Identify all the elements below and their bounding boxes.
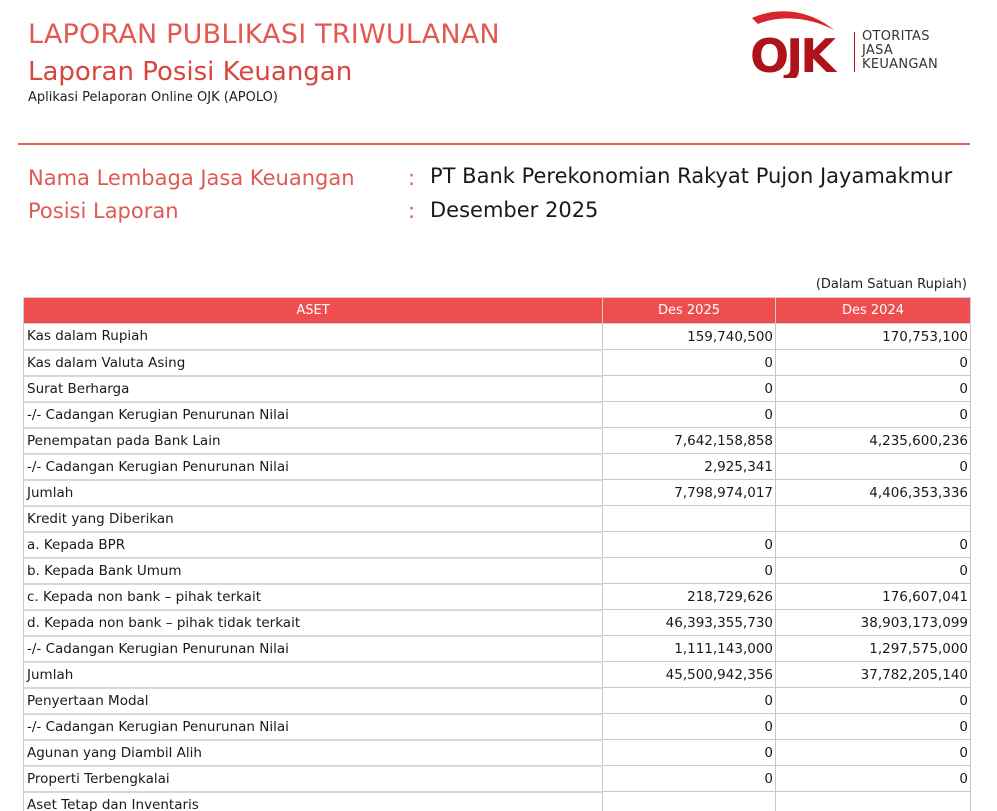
row-label: Aset Tetap dan Inventaris — [24, 792, 603, 811]
column-header-aset: ASET — [24, 298, 603, 324]
table-header-row — [24, 298, 971, 324]
table-row — [24, 376, 971, 402]
value-des-2025: 0 — [603, 376, 776, 402]
institution-value: PT Bank Perekonomian Rakyat Pujon Jayamakmur — [430, 164, 953, 188]
ojk-logo-mark-icon — [748, 8, 858, 78]
logo-divider — [854, 32, 855, 72]
value-des-2024: 38,903,173,099 — [776, 610, 971, 636]
table-row — [24, 688, 971, 714]
value-des-2024: 0 — [776, 350, 971, 376]
unit-note: (Dalam Satuan Rupiah) — [815, 277, 967, 292]
value-des-2024: 0 — [776, 714, 971, 740]
row-label: -/- Cadangan Kerugian Penurunan Nilai — [24, 714, 603, 740]
row-label: d. Kepada non bank – pihak tidak terkait — [24, 610, 603, 636]
table-row — [24, 506, 971, 532]
logo-wordmark — [862, 30, 938, 72]
table-row — [24, 454, 971, 480]
value-des-2024 — [776, 506, 971, 532]
row-label: -/- Cadangan Kerugian Penurunan Nilai — [24, 402, 603, 428]
row-label: Properti Terbengkalai — [24, 766, 603, 792]
row-label: Agunan yang Diambil Alih — [24, 740, 603, 766]
row-label: Jumlah — [24, 662, 603, 688]
table-row — [24, 714, 971, 740]
row-label: Surat Berharga — [24, 376, 603, 402]
row-label: -/- Cadangan Kerugian Penurunan Nilai — [24, 636, 603, 662]
period-value: Desember 2025 — [430, 198, 599, 222]
value-des-2024: 0 — [776, 402, 971, 428]
value-des-2025: 0 — [603, 402, 776, 428]
value-des-2025: 0 — [603, 714, 776, 740]
value-des-2025: 7,642,158,858 — [603, 428, 776, 454]
report-subtitle: Laporan Posisi Keuangan — [28, 57, 353, 87]
logo-text-line2: JASA — [862, 43, 894, 58]
value-des-2025: 0 — [603, 558, 776, 584]
value-des-2025: 0 — [603, 350, 776, 376]
table-row — [24, 350, 971, 376]
value-des-2024: 0 — [776, 532, 971, 558]
institution-colon: : — [408, 166, 416, 190]
application-name: Aplikasi Pelaporan Online OJK (APOLO) — [28, 90, 278, 105]
table-row — [24, 740, 971, 766]
value-des-2024: 0 — [776, 740, 971, 766]
table-row — [24, 636, 971, 662]
period-colon: : — [408, 199, 416, 223]
table-row — [24, 324, 971, 350]
table-row — [24, 766, 971, 792]
table-row — [24, 792, 971, 811]
table-row — [24, 662, 971, 688]
row-label: Penyertaan Modal — [24, 688, 603, 714]
svg-text:OJK: OJK — [750, 29, 833, 78]
value-des-2024: 4,235,600,236 — [776, 428, 971, 454]
value-des-2024: 0 — [776, 376, 971, 402]
table-row — [24, 402, 971, 428]
row-label: Kas dalam Valuta Asing — [24, 350, 603, 376]
row-label: Kas dalam Rupiah — [24, 324, 603, 350]
value-des-2025: 0 — [603, 532, 776, 558]
value-des-2025: 7,798,974,017 — [603, 480, 776, 506]
value-des-2024: 37,782,205,140 — [776, 662, 971, 688]
value-des-2024: 0 — [776, 766, 971, 792]
table-row — [24, 558, 971, 584]
report-title: LAPORAN PUBLIKASI TRIWULANAN — [28, 19, 500, 50]
value-des-2025: 1,111,143,000 — [603, 636, 776, 662]
table-row — [24, 610, 971, 636]
row-label: c. Kepada non bank – pihak terkait — [24, 584, 603, 610]
value-des-2025: 45,500,942,356 — [603, 662, 776, 688]
period-label: Posisi Laporan — [28, 199, 179, 223]
value-des-2024: 170,753,100 — [776, 324, 971, 350]
value-des-2025: 2,925,341 — [603, 454, 776, 480]
table-row — [24, 428, 971, 454]
value-des-2024: 0 — [776, 454, 971, 480]
row-label: Jumlah — [24, 480, 603, 506]
column-header-des-2024: Des 2024 — [776, 298, 971, 324]
value-des-2025: 159,740,500 — [603, 324, 776, 350]
row-label: -/- Cadangan Kerugian Penurunan Nilai — [24, 454, 603, 480]
value-des-2025: 0 — [603, 688, 776, 714]
table-row — [24, 584, 971, 610]
value-des-2024: 0 — [776, 688, 971, 714]
logo-text-line3: KEUANGAN — [862, 57, 938, 72]
value-des-2024: 4,406,353,336 — [776, 480, 971, 506]
value-des-2025 — [603, 506, 776, 532]
value-des-2025: 0 — [603, 740, 776, 766]
table-row — [24, 532, 971, 558]
value-des-2024: 0 — [776, 558, 971, 584]
institution-label: Nama Lembaga Jasa Keuangan — [28, 166, 355, 190]
value-des-2025: 218,729,626 — [603, 584, 776, 610]
value-des-2025: 46,393,355,730 — [603, 610, 776, 636]
value-des-2025: 0 — [603, 766, 776, 792]
value-des-2024: 176,607,041 — [776, 584, 971, 610]
row-label: Penempatan pada Bank Lain — [24, 428, 603, 454]
value-des-2025 — [603, 792, 776, 811]
row-label: b. Kepada Bank Umum — [24, 558, 603, 584]
column-header-des-2025: Des 2025 — [603, 298, 776, 324]
logo-text-line1: OTORITAS — [862, 29, 930, 44]
header-divider — [18, 143, 970, 145]
table-row — [24, 480, 971, 506]
row-label: Kredit yang Diberikan — [24, 506, 603, 532]
asset-table — [23, 297, 971, 811]
value-des-2024: 1,297,575,000 — [776, 636, 971, 662]
row-label: a. Kepada BPR — [24, 532, 603, 558]
value-des-2024 — [776, 792, 971, 811]
